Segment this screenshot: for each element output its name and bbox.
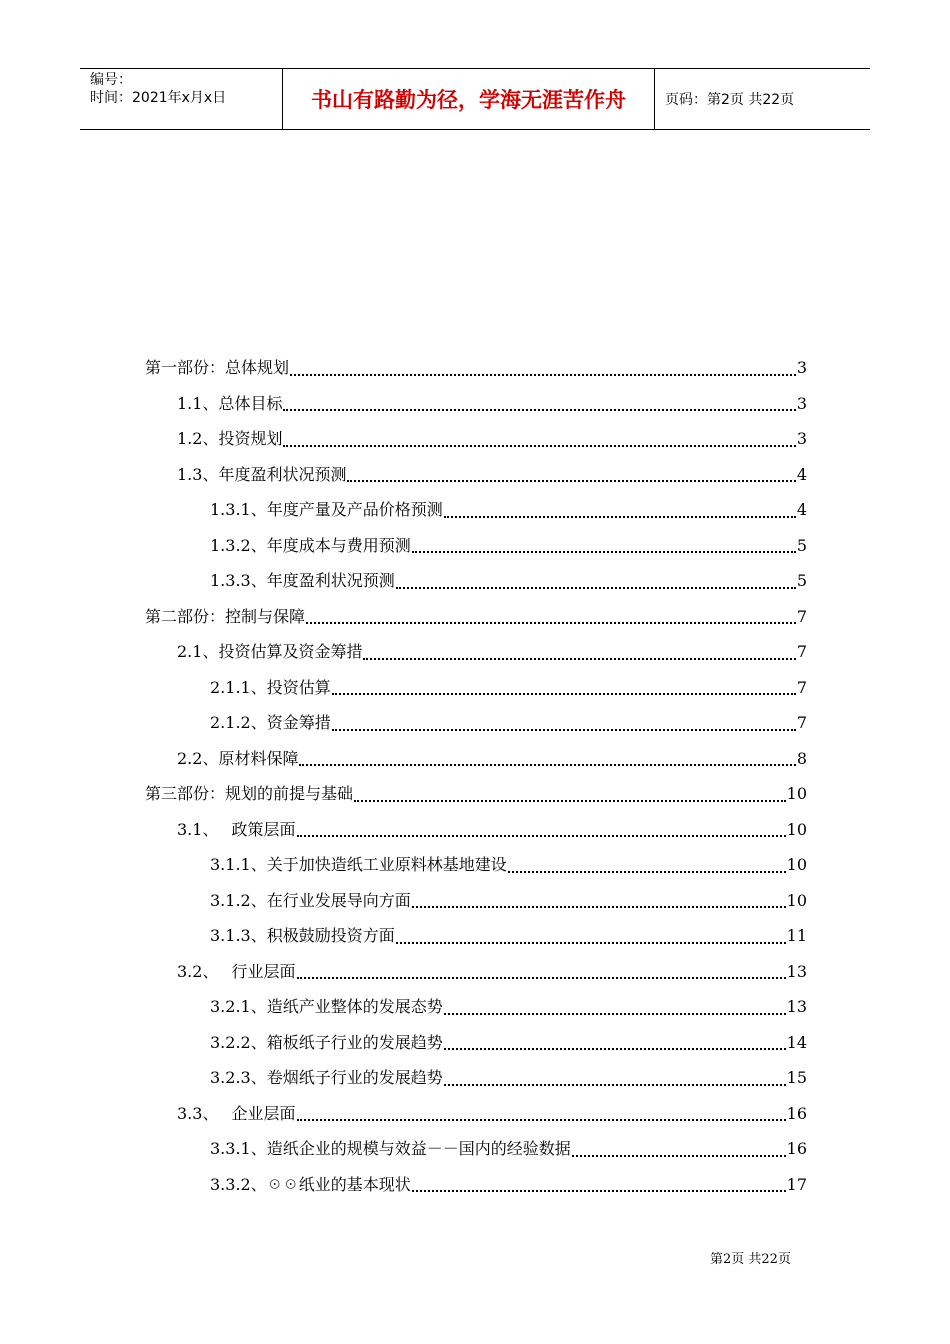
toc-entry[interactable]	[145, 847, 807, 883]
toc-entry-page: 3	[796, 358, 807, 377]
toc-entry-page: 8	[796, 748, 807, 768]
toc-leader-dots	[444, 516, 796, 518]
header-page-label: 页码：第2页 共22页	[665, 92, 795, 108]
toc-leader-dots	[412, 1190, 786, 1192]
footer-page-number: 第2页 共22页	[710, 1252, 791, 1267]
toc-entry-title: 第一部份：总体规划	[145, 358, 290, 377]
toc-entry[interactable]	[145, 989, 807, 1025]
toc-leader-dots	[283, 409, 795, 411]
toc-entry-page: 7	[796, 713, 807, 732]
toc-entry[interactable]	[145, 812, 807, 848]
toc-entry-page: 14	[786, 1032, 807, 1052]
toc-entry-title: 3.1.3、积极鼓励投资方面	[210, 926, 395, 945]
toc-entry-page: 10	[786, 855, 807, 874]
toc-entry[interactable]	[145, 386, 807, 422]
toc-entry[interactable]	[145, 528, 807, 564]
toc-entry-page: 13	[786, 997, 807, 1016]
toc-entry-page: 10	[786, 890, 807, 910]
toc-entry-title: 1.1、总体目标	[177, 393, 283, 413]
toc-entry-title: 第三部份：规划的前提与基础	[145, 784, 354, 803]
toc-entry-title: 3.2、 行业层面	[177, 961, 296, 981]
toc-entry[interactable]	[145, 421, 807, 457]
toc-entry-title: 2.2、原材料保障	[177, 748, 299, 768]
toc-entry-page: 7	[796, 642, 807, 661]
toc-entry-page: 15	[786, 1068, 807, 1087]
toc-entry-page: 11	[786, 926, 807, 945]
toc-entry[interactable]	[145, 350, 807, 386]
toc-entry-title: 2.1.2、资金筹措	[210, 713, 331, 732]
toc-entry[interactable]	[145, 634, 807, 670]
toc-entry[interactable]	[145, 918, 807, 954]
toc-entry-title: 3.1.1、关于加快造纸工业原料林基地建设	[210, 855, 507, 874]
toc-entry-title: 3.3.1、造纸企业的规模与效益－－国内的经验数据	[210, 1139, 571, 1158]
toc-entry-title: 1.2、投资规划	[177, 429, 283, 448]
toc-entry[interactable]	[145, 1060, 807, 1096]
toc-leader-dots	[363, 658, 795, 660]
toc-entry-page: 10	[786, 819, 807, 839]
toc-entry-title: 3.3、 企业层面	[177, 1103, 296, 1123]
toc-entry[interactable]	[145, 741, 807, 777]
toc-entry-title: 3.1.2、在行业发展导向方面	[210, 890, 411, 910]
toc-entry[interactable]	[145, 954, 807, 990]
toc-leader-dots	[444, 1013, 786, 1015]
toc-entry-page: 16	[786, 1103, 807, 1123]
toc-entry[interactable]	[145, 883, 807, 919]
toc-leader-dots	[444, 1084, 786, 1086]
toc-entry-page: 17	[786, 1174, 807, 1194]
toc-entry-page: 5	[796, 571, 807, 590]
toc-entry-page: 4	[796, 464, 807, 484]
toc-entry-page: 10	[786, 784, 807, 803]
toc-entry[interactable]	[145, 563, 807, 599]
toc-entry-title: 2.1、投资估算及资金筹措	[177, 642, 363, 661]
toc-entry-title: 2.1.1、投资估算	[210, 677, 331, 697]
toc-leader-dots	[412, 906, 786, 908]
toc-leader-dots	[396, 587, 796, 589]
toc-leader-dots	[444, 1048, 786, 1050]
toc-entry[interactable]	[145, 670, 807, 706]
toc-leader-dots	[306, 622, 796, 624]
toc-entry-title: 1.3.1、年度产量及产品价格预测	[210, 500, 443, 519]
toc-leader-dots	[297, 1119, 786, 1121]
toc-entry-title: 第二部份：控制与保障	[145, 606, 306, 626]
toc-entry-title: 1.3.3、年度盈利状况预测	[210, 571, 395, 590]
toc-leader-dots	[297, 977, 786, 979]
toc-entry-title: 3.3.2、☉☉纸业的基本现状	[210, 1174, 411, 1194]
toc-entry-page: 5	[796, 535, 807, 555]
toc-entry-title: 3.2.2、箱板纸子行业的发展趋势	[210, 1032, 443, 1052]
toc-leader-dots	[354, 800, 786, 802]
toc-entry-title: 1.3.2、年度成本与费用预测	[210, 535, 411, 555]
toc-entry-page: 4	[796, 500, 807, 519]
page-header	[80, 68, 870, 130]
toc-entry-page: 3	[796, 429, 807, 448]
toc-leader-dots	[332, 729, 796, 731]
toc-entry-title: 3.2.1、造纸产业整体的发展态势	[210, 997, 443, 1016]
toc-entry[interactable]	[145, 776, 807, 812]
time-label: 时间：2021年x月x日	[90, 90, 227, 106]
toc-leader-dots	[297, 835, 786, 837]
toc-leader-dots	[412, 551, 796, 553]
header-motto: 书山有路勤为径，学海无涯苦作舟	[282, 69, 655, 129]
toc-leader-dots	[347, 480, 795, 482]
header-meta	[80, 69, 282, 129]
toc-leader-dots	[396, 942, 786, 944]
toc-leader-dots	[508, 871, 786, 873]
toc-entry[interactable]	[145, 457, 807, 493]
toc-leader-dots	[283, 445, 795, 447]
table-of-contents	[145, 350, 807, 1202]
toc-entry[interactable]	[145, 1025, 807, 1061]
toc-leader-dots	[290, 374, 796, 376]
toc-leader-dots	[572, 1155, 786, 1157]
toc-entry[interactable]	[145, 599, 807, 635]
number-label: 编号：	[90, 72, 132, 88]
toc-entry[interactable]	[145, 1167, 807, 1203]
toc-entry-title: 3.2.3、卷烟纸子行业的发展趋势	[210, 1068, 443, 1087]
toc-leader-dots	[299, 764, 795, 766]
toc-entry-page: 16	[786, 1139, 807, 1158]
toc-entry-page: 3	[796, 393, 807, 413]
toc-entry-page: 7	[796, 677, 807, 697]
toc-entry[interactable]	[145, 492, 807, 528]
toc-entry-page: 7	[796, 606, 807, 626]
toc-entry-page: 13	[786, 961, 807, 981]
toc-leader-dots	[332, 693, 796, 695]
toc-entry[interactable]	[145, 705, 807, 741]
toc-entry[interactable]	[145, 1096, 807, 1132]
toc-entry[interactable]	[145, 1131, 807, 1167]
toc-entry-title: 3.1、 政策层面	[177, 819, 296, 839]
toc-entry-title: 1.3、年度盈利状况预测	[177, 464, 347, 484]
